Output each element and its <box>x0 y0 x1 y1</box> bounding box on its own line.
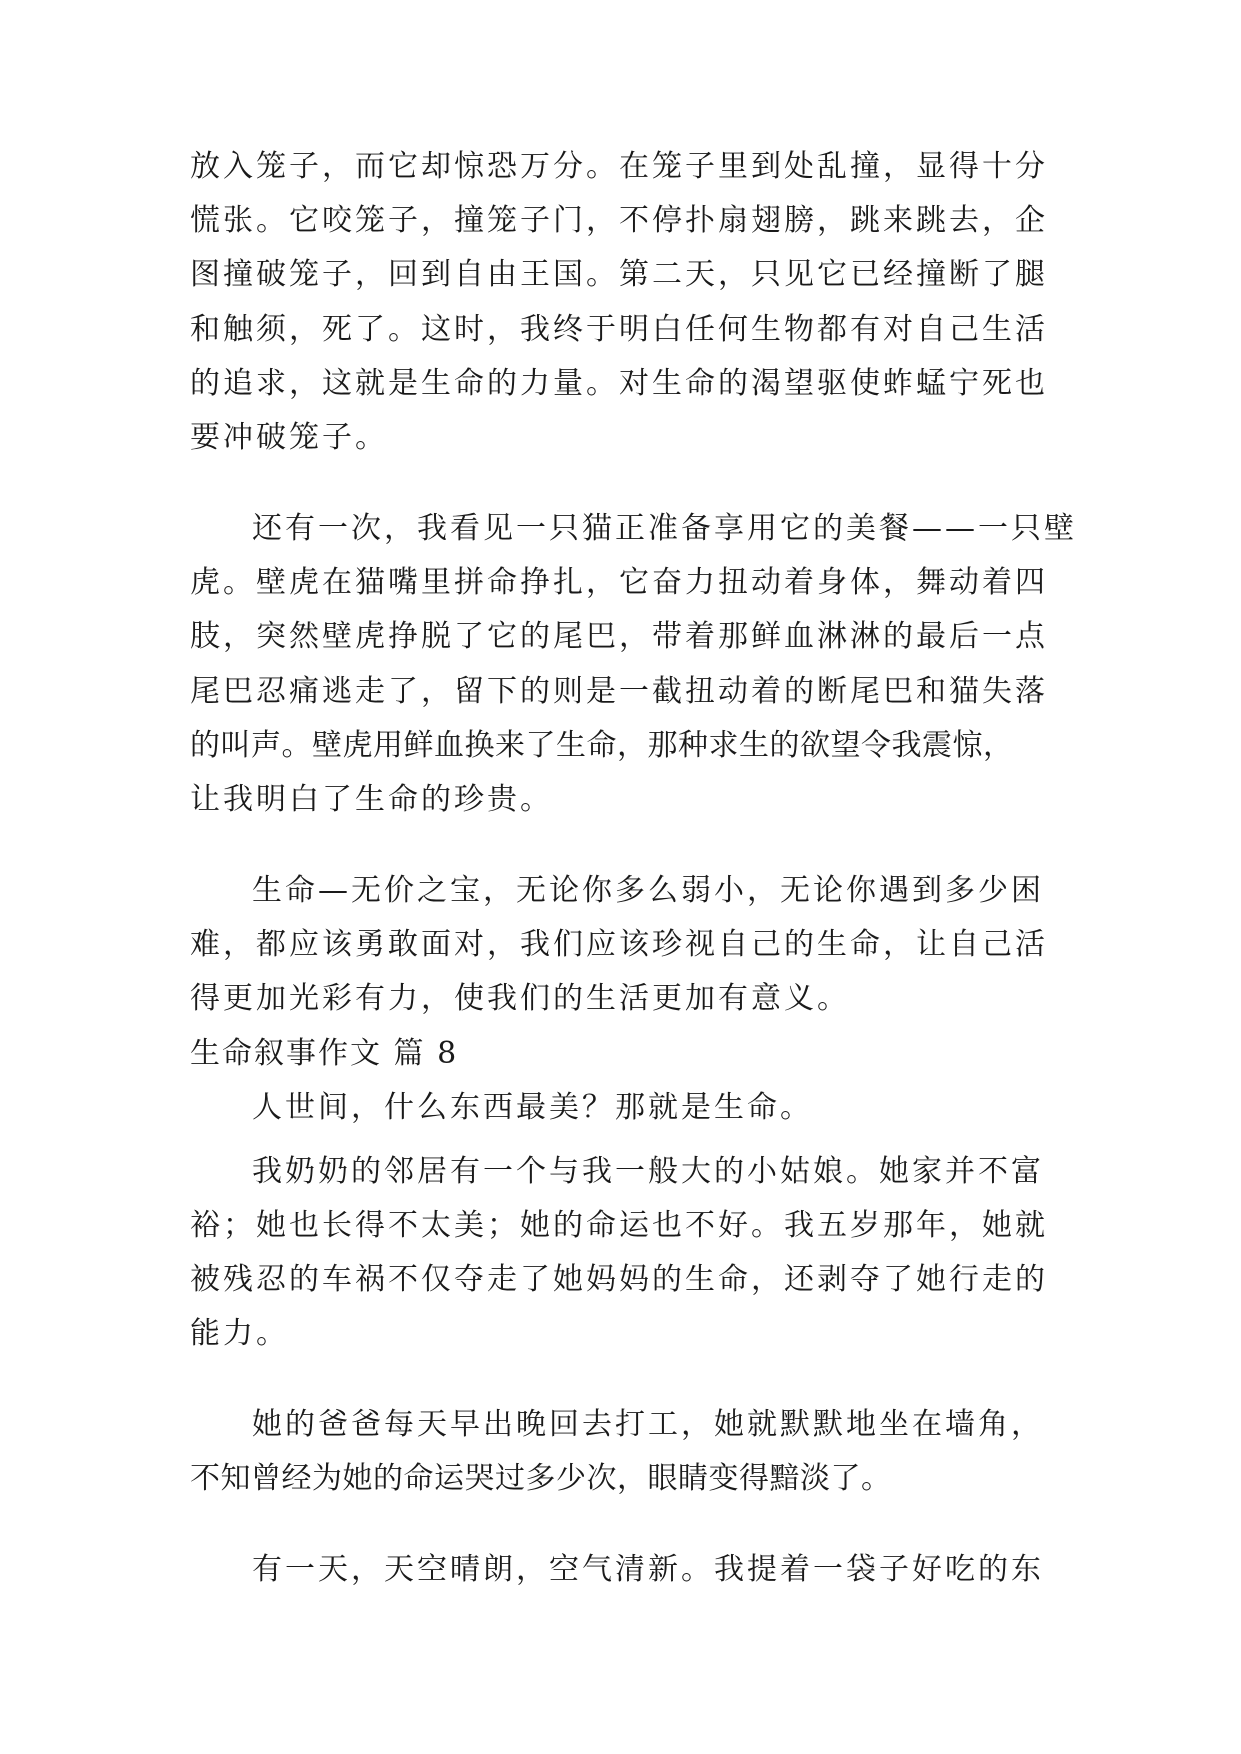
section-heading: 生命叙事作文 篇 8 <box>190 1036 459 1071</box>
paragraph-first-line: 还有一次，我看见一只猫正准备享用它的美餐——一只壁 <box>252 511 1077 546</box>
paragraph-first-line: 人世间，什么东西最美？那就是生命。 <box>252 1090 813 1125</box>
text-line: 尾巴忍痛逃走了，留下的则是一截扭动着的断尾巴和猫失落 <box>190 674 1048 709</box>
text-line: 难，都应该勇敢面对，我们应该珍视自己的生命，让自己活 <box>190 927 1048 962</box>
text-line: 裕；她也长得不太美；她的命运也不好。我五岁那年，她就 <box>190 1208 1048 1243</box>
text-line: 不知曾经为她的命运哭过多少次，眼睛变得黯淡了。 <box>190 1461 892 1496</box>
paragraph-first-line: 有一天，天空晴朗，空气清新。我提着一袋子好吃的东 <box>252 1552 1044 1587</box>
text-line: 被残忍的车祸不仅夺走了她妈妈的生命，还剥夺了她行走的 <box>190 1262 1048 1297</box>
text-line: 慌张。它咬笼子，撞笼子门，不停扑扇翅膀，跳来跳去，企 <box>190 203 1048 238</box>
text-line: 能力。 <box>190 1316 289 1351</box>
text-line: 图撞破笼子，回到自由王国。第二天，只见它已经撞断了腿 <box>190 257 1048 292</box>
text-line: 肢，突然壁虎挣脱了它的尾巴，带着那鲜血淋淋的最后一点 <box>190 619 1048 654</box>
paragraph-first-line: 我奶奶的邻居有一个与我一般大的小姑娘。她家并不富 <box>252 1154 1044 1189</box>
text-line: 放入笼子，而它却惊恐万分。在笼子里到处乱撞，显得十分 <box>190 149 1048 184</box>
paragraph-first-line: 生命—无价之宝，无论你多么弱小，无论你遇到多少困 <box>252 873 1044 908</box>
paragraph-first-line: 她的爸爸每天早出晚回去打工，她就默默地坐在墙角， <box>252 1407 1044 1442</box>
text-line: 的叫声。壁虎用鲜血换来了生命，那种求生的欲望令我震惊， <box>190 728 1014 763</box>
text-line: 让我明白了生命的珍贵。 <box>190 782 553 817</box>
text-line: 和触须，死了。这时，我终于明白任何生物都有对自己生活 <box>190 312 1048 347</box>
text-line: 要冲破笼子。 <box>190 420 388 455</box>
text-line: 得更加光彩有力，使我们的生活更加有意义。 <box>190 981 850 1016</box>
text-line: 虎。壁虎在猫嘴里拼命挣扎，它奋力扭动着身体，舞动着四 <box>190 565 1048 600</box>
text-line: 的追求，这就是生命的力量。对生命的渴望驱使蚱蜢宁死也 <box>190 366 1048 401</box>
